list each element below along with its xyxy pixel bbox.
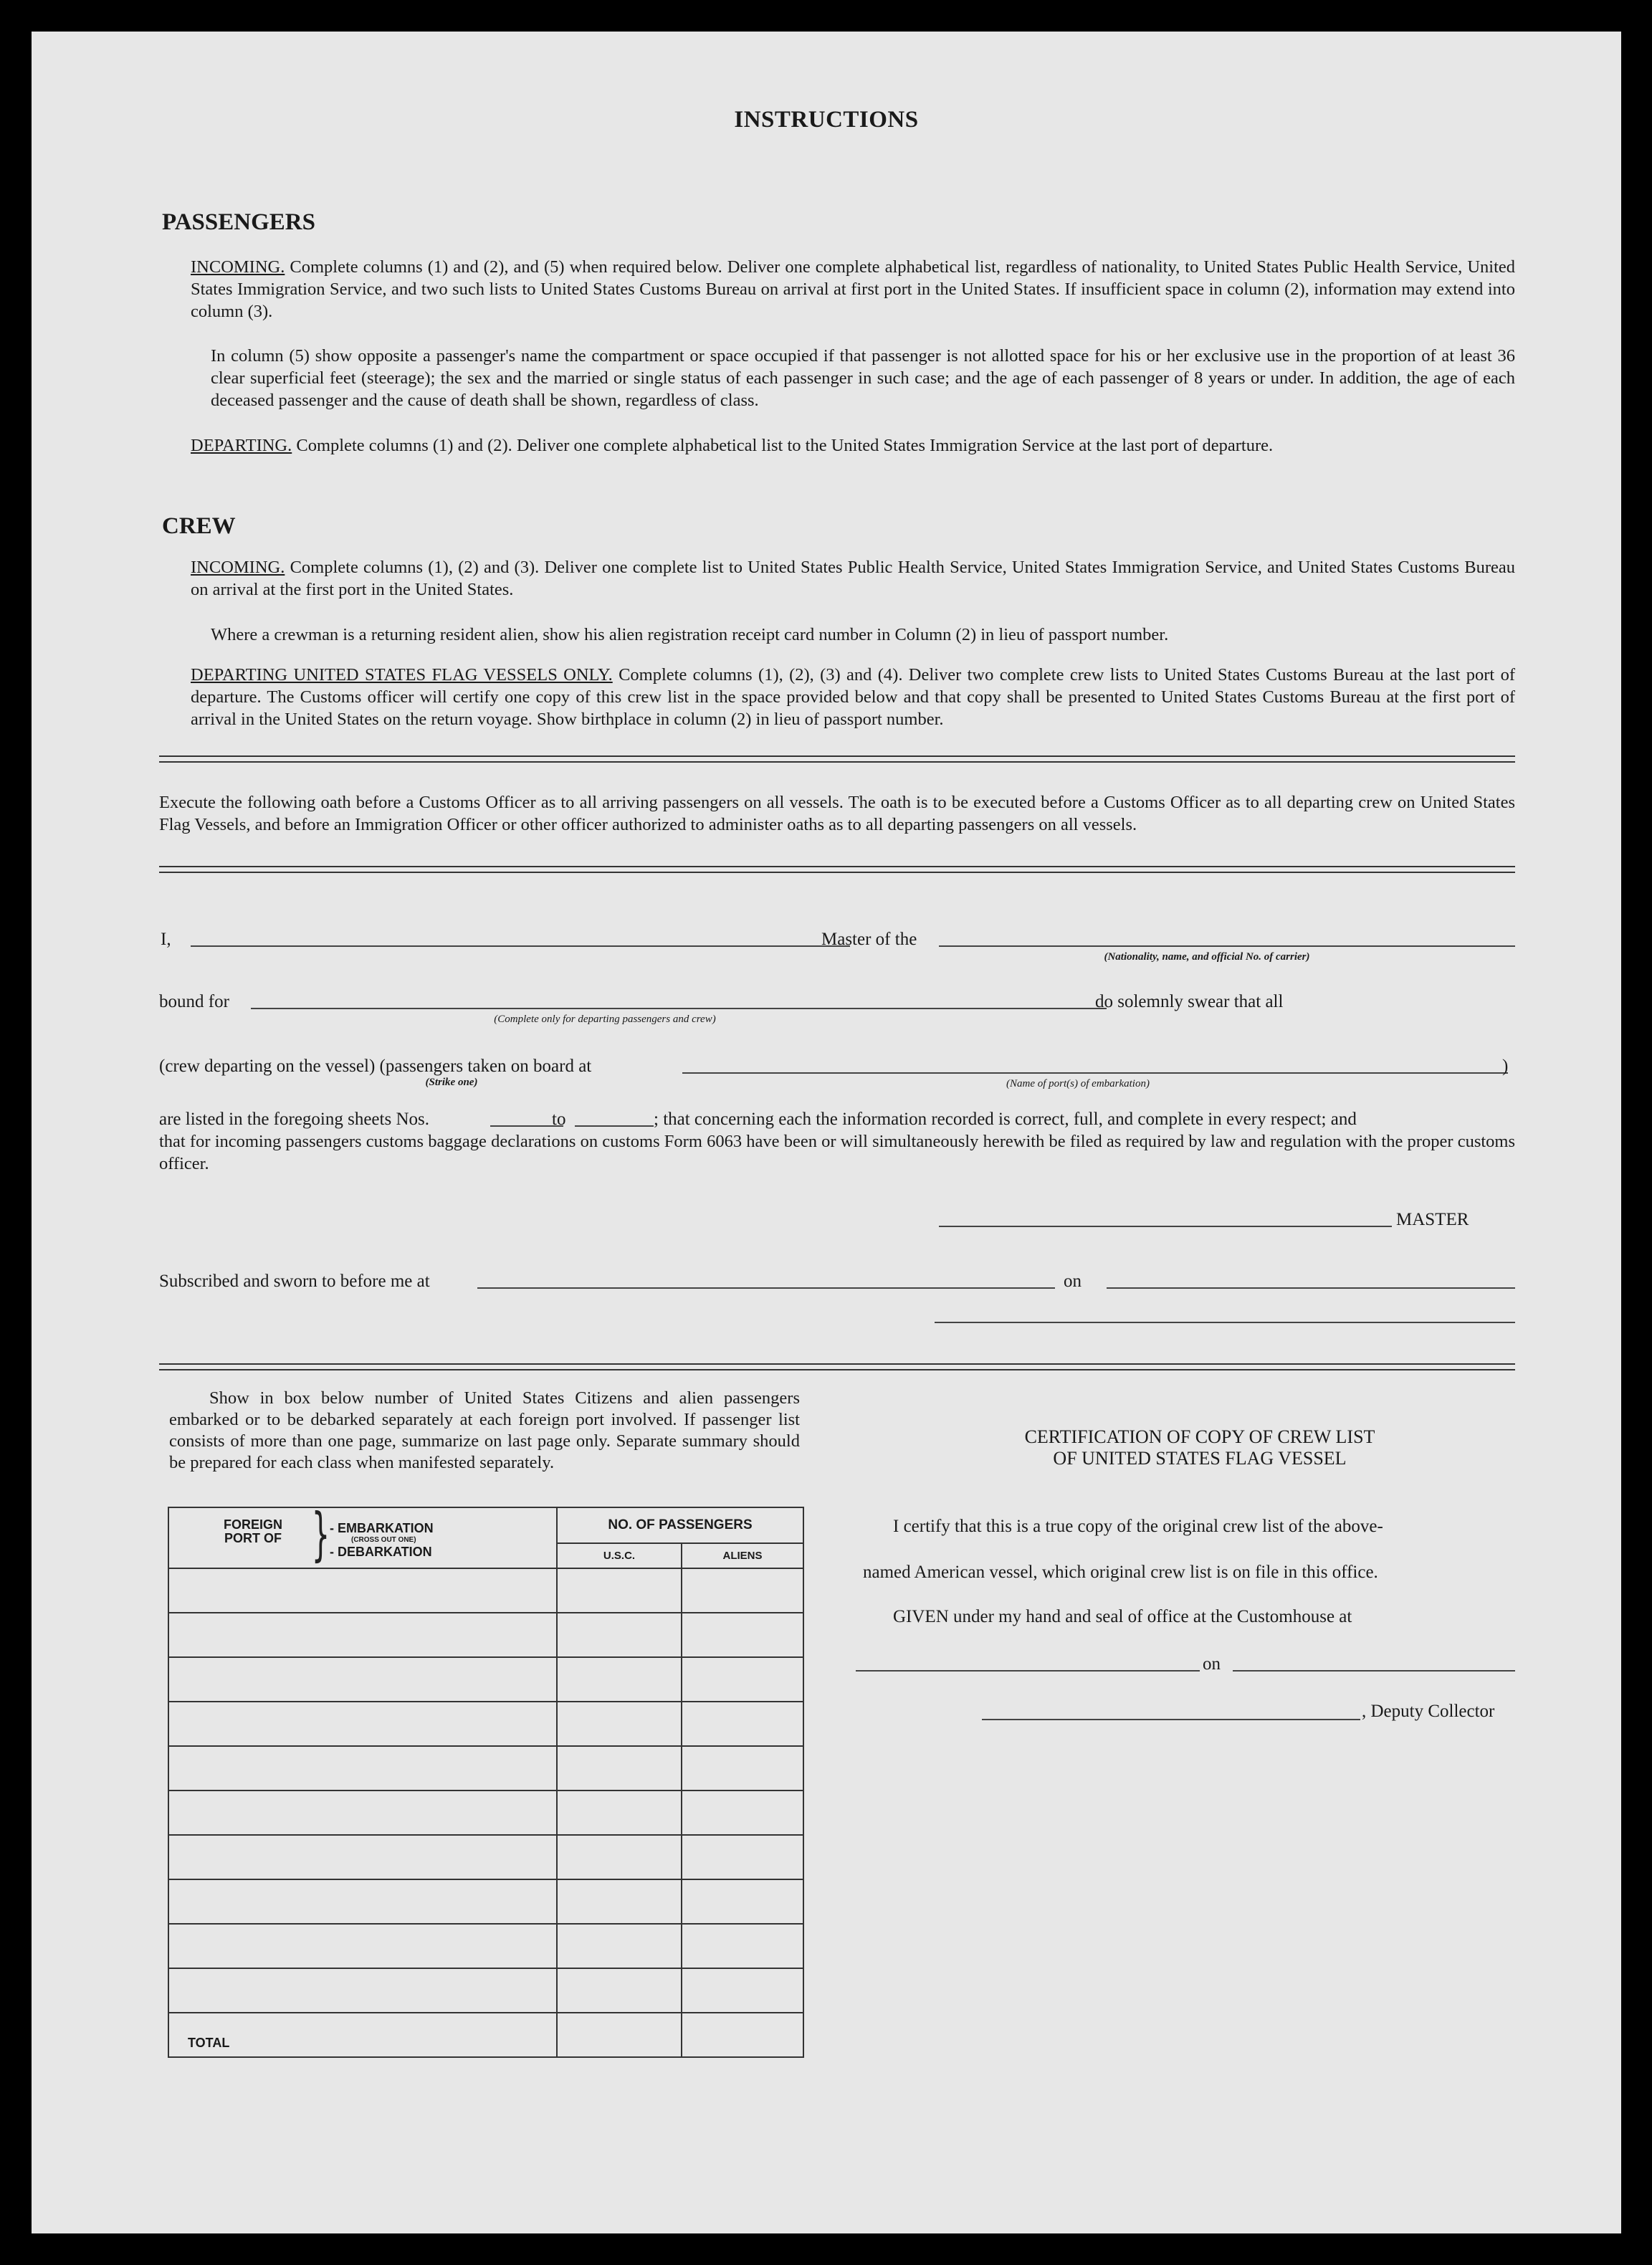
aliens-cell[interactable] <box>682 1835 803 1879</box>
crew-passengers-label: (crew departing on the vessel) (passengers taken on board at <box>159 1057 592 1076</box>
bound-for-field[interactable] <box>251 1008 1107 1009</box>
usc-cell[interactable] <box>557 1968 682 2013</box>
table-row <box>168 1879 803 1924</box>
passengers-heading: PASSENGERS <box>162 209 315 235</box>
port-cell[interactable] <box>168 1702 557 1746</box>
foreign-port-of-label: FOREIGN PORT OF <box>223 1517 282 1545</box>
total-aliens-cell[interactable] <box>682 2013 803 2057</box>
aliens-cell[interactable] <box>682 1746 803 1790</box>
total-row <box>168 2013 803 2057</box>
table-row <box>168 1924 803 1968</box>
master-label: MASTER <box>1396 1210 1469 1229</box>
usc-cell[interactable] <box>557 1790 682 1835</box>
certification-title <box>863 1426 1537 1469</box>
instructions-title: INSTRUCTIONS <box>734 107 919 133</box>
usc-cell[interactable] <box>557 1924 682 1968</box>
form-page <box>32 32 1621 2233</box>
oath-i-label: I, <box>161 930 171 949</box>
aliens-cell[interactable] <box>682 1613 803 1657</box>
table-row <box>168 1790 803 1835</box>
carrier-caption: (Nationality, name, and official No. of carrier) <box>1104 951 1310 963</box>
crew-departing <box>191 664 1515 730</box>
aliens-cell[interactable] <box>682 1924 803 1968</box>
port-cell[interactable] <box>168 1790 557 1835</box>
solemnly-swear-label: do solemnly swear that all <box>1095 992 1284 1011</box>
usc-cell[interactable] <box>557 1835 682 1879</box>
certification-title-line-1: CERTIFICATION OF COPY OF CREW LIST <box>1024 1426 1375 1447</box>
crew-incoming-text: Complete columns (1), (2) and (3). Deliver one complete list to United States Public Health Service, United States Immigration Service, and United States Customs Bureau on arrival at the first port in the United States. <box>191 558 1515 599</box>
passengers-departing-lead: DEPARTING. <box>191 436 292 455</box>
passengers-departing-text: Complete columns (1) and (2). Deliver one complete alphabetical list to the United States Immigration Service at the last port of departure. <box>296 436 1274 455</box>
sheets-text-1: are listed in the foregoing sheets Nos. <box>159 1110 429 1129</box>
passengers-incoming <box>191 256 1515 323</box>
table-row <box>168 1657 803 1702</box>
port-cell[interactable] <box>168 1835 557 1879</box>
passengers-column5: In column (5) show opposite a passenger's name the compartment or space occupied if that passenger is not allotted space for his or her exclusive use in the proportion of at least 36 clear superficial feet (steerage); the sex and the married or single status of each passenger in such case; and the age of each passenger of 8 years or under. In addition, the age of each deceased passenger and the cause of death shall be shown, regardless of class. <box>211 346 1515 410</box>
divider <box>159 1363 1515 1365</box>
table-row <box>168 1568 803 1613</box>
oath-intro: Execute the following oath before a Customs Officer as to all arriving passengers on all vessels. The oath is to be executed before a Customs Officer as to all departing crew on United States Flag Vessels, and before an Immigration Officer or other officer authorized to administer oaths as to all departing passengers on all vessels. <box>159 793 1515 834</box>
divider <box>159 1369 1515 1370</box>
close-paren: ) <box>1502 1057 1509 1076</box>
bound-for-caption: (Complete only for departing passengers and crew) <box>494 1014 716 1025</box>
passengers-departing <box>191 434 1515 457</box>
subscribed-date-field[interactable] <box>1107 1287 1515 1289</box>
embarkation-port-field[interactable] <box>682 1072 1508 1074</box>
divider <box>159 872 1515 873</box>
summary-intro: Show in box below number of United States Citizens and alien passengers embarked or to be debarked separately at each foreign port involved. If passenger list consists of more than one page, summarize on last page only. Separate summary should be prepared for each class when manifested separately. <box>169 1388 800 1472</box>
usc-cell[interactable] <box>557 1568 682 1613</box>
certification-on-label: on <box>1203 1654 1221 1674</box>
embarkation-label: - EMBARKATION <box>330 1521 434 1535</box>
certify-line-2: named American vessel, which original crew list is on file in this office. <box>863 1563 1378 1582</box>
given-line: GIVEN under my hand and seal of office at the Customhouse at <box>893 1607 1352 1626</box>
divider <box>159 866 1515 867</box>
strike-one-caption: (Strike one) <box>425 1077 478 1088</box>
certify-line-1: I certify that this is a true copy of the original crew list of the above- <box>893 1517 1383 1536</box>
crew-heading: CREW <box>162 513 236 539</box>
cross-out-label: (CROSS OUT ONE) <box>351 1536 416 1544</box>
sheet-to-field[interactable] <box>575 1125 654 1127</box>
brace-icon: } <box>311 1501 330 1568</box>
aliens-cell[interactable] <box>682 1879 803 1924</box>
bound-for-label: bound for <box>159 992 229 1011</box>
deputy-collector-label: , Deputy Collector <box>1362 1702 1495 1721</box>
table-row <box>168 1702 803 1746</box>
aliens-cell[interactable] <box>682 1968 803 2013</box>
table-row <box>168 1968 803 2013</box>
table-row <box>168 1613 803 1657</box>
master-of-the-label: Master of the <box>821 930 917 949</box>
crew-departing-lead: DEPARTING UNITED STATES FLAG VESSELS ONLY. <box>191 665 613 685</box>
no-of-passengers-header: NO. OF PASSENGERS <box>557 1507 803 1543</box>
sheets-text-3: that for incoming passengers customs baggage declarations on customs Form 6063 have been or will simultaneously herewith be filed as required by law and regulation with the proper customs officer. <box>159 1132 1515 1173</box>
total-usc-cell[interactable] <box>557 2013 682 2057</box>
customhouse-field[interactable] <box>856 1670 1200 1672</box>
port-cell[interactable] <box>168 1613 557 1657</box>
aliens-cell[interactable] <box>682 1657 803 1702</box>
divider <box>159 761 1515 763</box>
deputy-collector-signature-field[interactable] <box>982 1719 1360 1720</box>
usc-cell[interactable] <box>557 1702 682 1746</box>
master-signature-field[interactable] <box>939 1226 1392 1227</box>
port-cell[interactable] <box>168 1657 557 1702</box>
master-name-field[interactable] <box>191 945 850 947</box>
aliens-cell[interactable] <box>682 1790 803 1835</box>
sheets-to: to <box>552 1110 566 1129</box>
aliens-cell[interactable] <box>682 1568 803 1613</box>
passengers-incoming-lead: INCOMING. <box>191 257 285 277</box>
usc-cell[interactable] <box>557 1879 682 1924</box>
aliens-header: ALIENS <box>682 1543 803 1568</box>
port-cell[interactable] <box>168 1879 557 1924</box>
debarkation-label: - DEBARKATION <box>330 1545 432 1559</box>
subscribed-place-field[interactable] <box>477 1287 1055 1289</box>
usc-header: U.S.C. <box>557 1543 682 1568</box>
divider <box>159 755 1515 757</box>
subscribed-label: Subscribed and sworn to before me at <box>159 1272 430 1291</box>
crew-incoming <box>191 556 1515 601</box>
usc-cell[interactable] <box>557 1657 682 1702</box>
total-label: TOTAL <box>168 2013 557 2057</box>
carrier-field[interactable] <box>939 945 1515 947</box>
port-cell[interactable] <box>168 1746 557 1790</box>
embarkation-caption: (Name of port(s) of embarkation) <box>1006 1078 1150 1089</box>
crew-resident: Where a crewman is a returning resident alien, show his alien registration receipt card number in Column (2) in lieu of passport number. <box>211 625 1169 644</box>
foreign-port-header <box>168 1501 557 1568</box>
subscribed-on-label: on <box>1064 1272 1082 1291</box>
table-row <box>168 1746 803 1790</box>
certification-date-field[interactable] <box>1233 1670 1515 1672</box>
port-cell[interactable] <box>168 1568 557 1613</box>
usc-cell[interactable] <box>557 1746 682 1790</box>
passengers-incoming-text: Complete columns (1) and (2), and (5) when required below. Deliver one complete alphabetical list, regardless of nationality, to United States Public Health Service, United States Immigration Service, and two such lists to United States Customs Bureau on arrival at first port in the United States. If insufficient space in column (2), information may extend into column (3). <box>191 257 1515 321</box>
port-cell[interactable] <box>168 1924 557 1968</box>
passenger-summary-table <box>168 1501 804 2058</box>
table-row <box>168 1835 803 1879</box>
port-cell[interactable] <box>168 1968 557 2013</box>
crew-incoming-lead: INCOMING. <box>191 558 285 577</box>
certification-title-line-2: OF UNITED STATES FLAG VESSEL <box>1053 1448 1347 1469</box>
officer-signature-field[interactable] <box>935 1322 1515 1323</box>
sheets-text-2: ; that concerning each the information recorded is correct, full, and complete in every respect; and <box>654 1110 1357 1129</box>
crew-departing-text: Complete columns (1), (2), (3) and (4). Deliver two complete crew lists to United States Customs Bureau at the last port of departure. The Customs officer will certify one copy of this crew list in the space provided below and that copy shall be presented to United States Customs Bureau at the first port of arrival in the United States on the return voyage. Show birthplace in column (2) in lieu of passport number. <box>191 665 1515 729</box>
aliens-cell[interactable] <box>682 1702 803 1746</box>
usc-cell[interactable] <box>557 1613 682 1657</box>
